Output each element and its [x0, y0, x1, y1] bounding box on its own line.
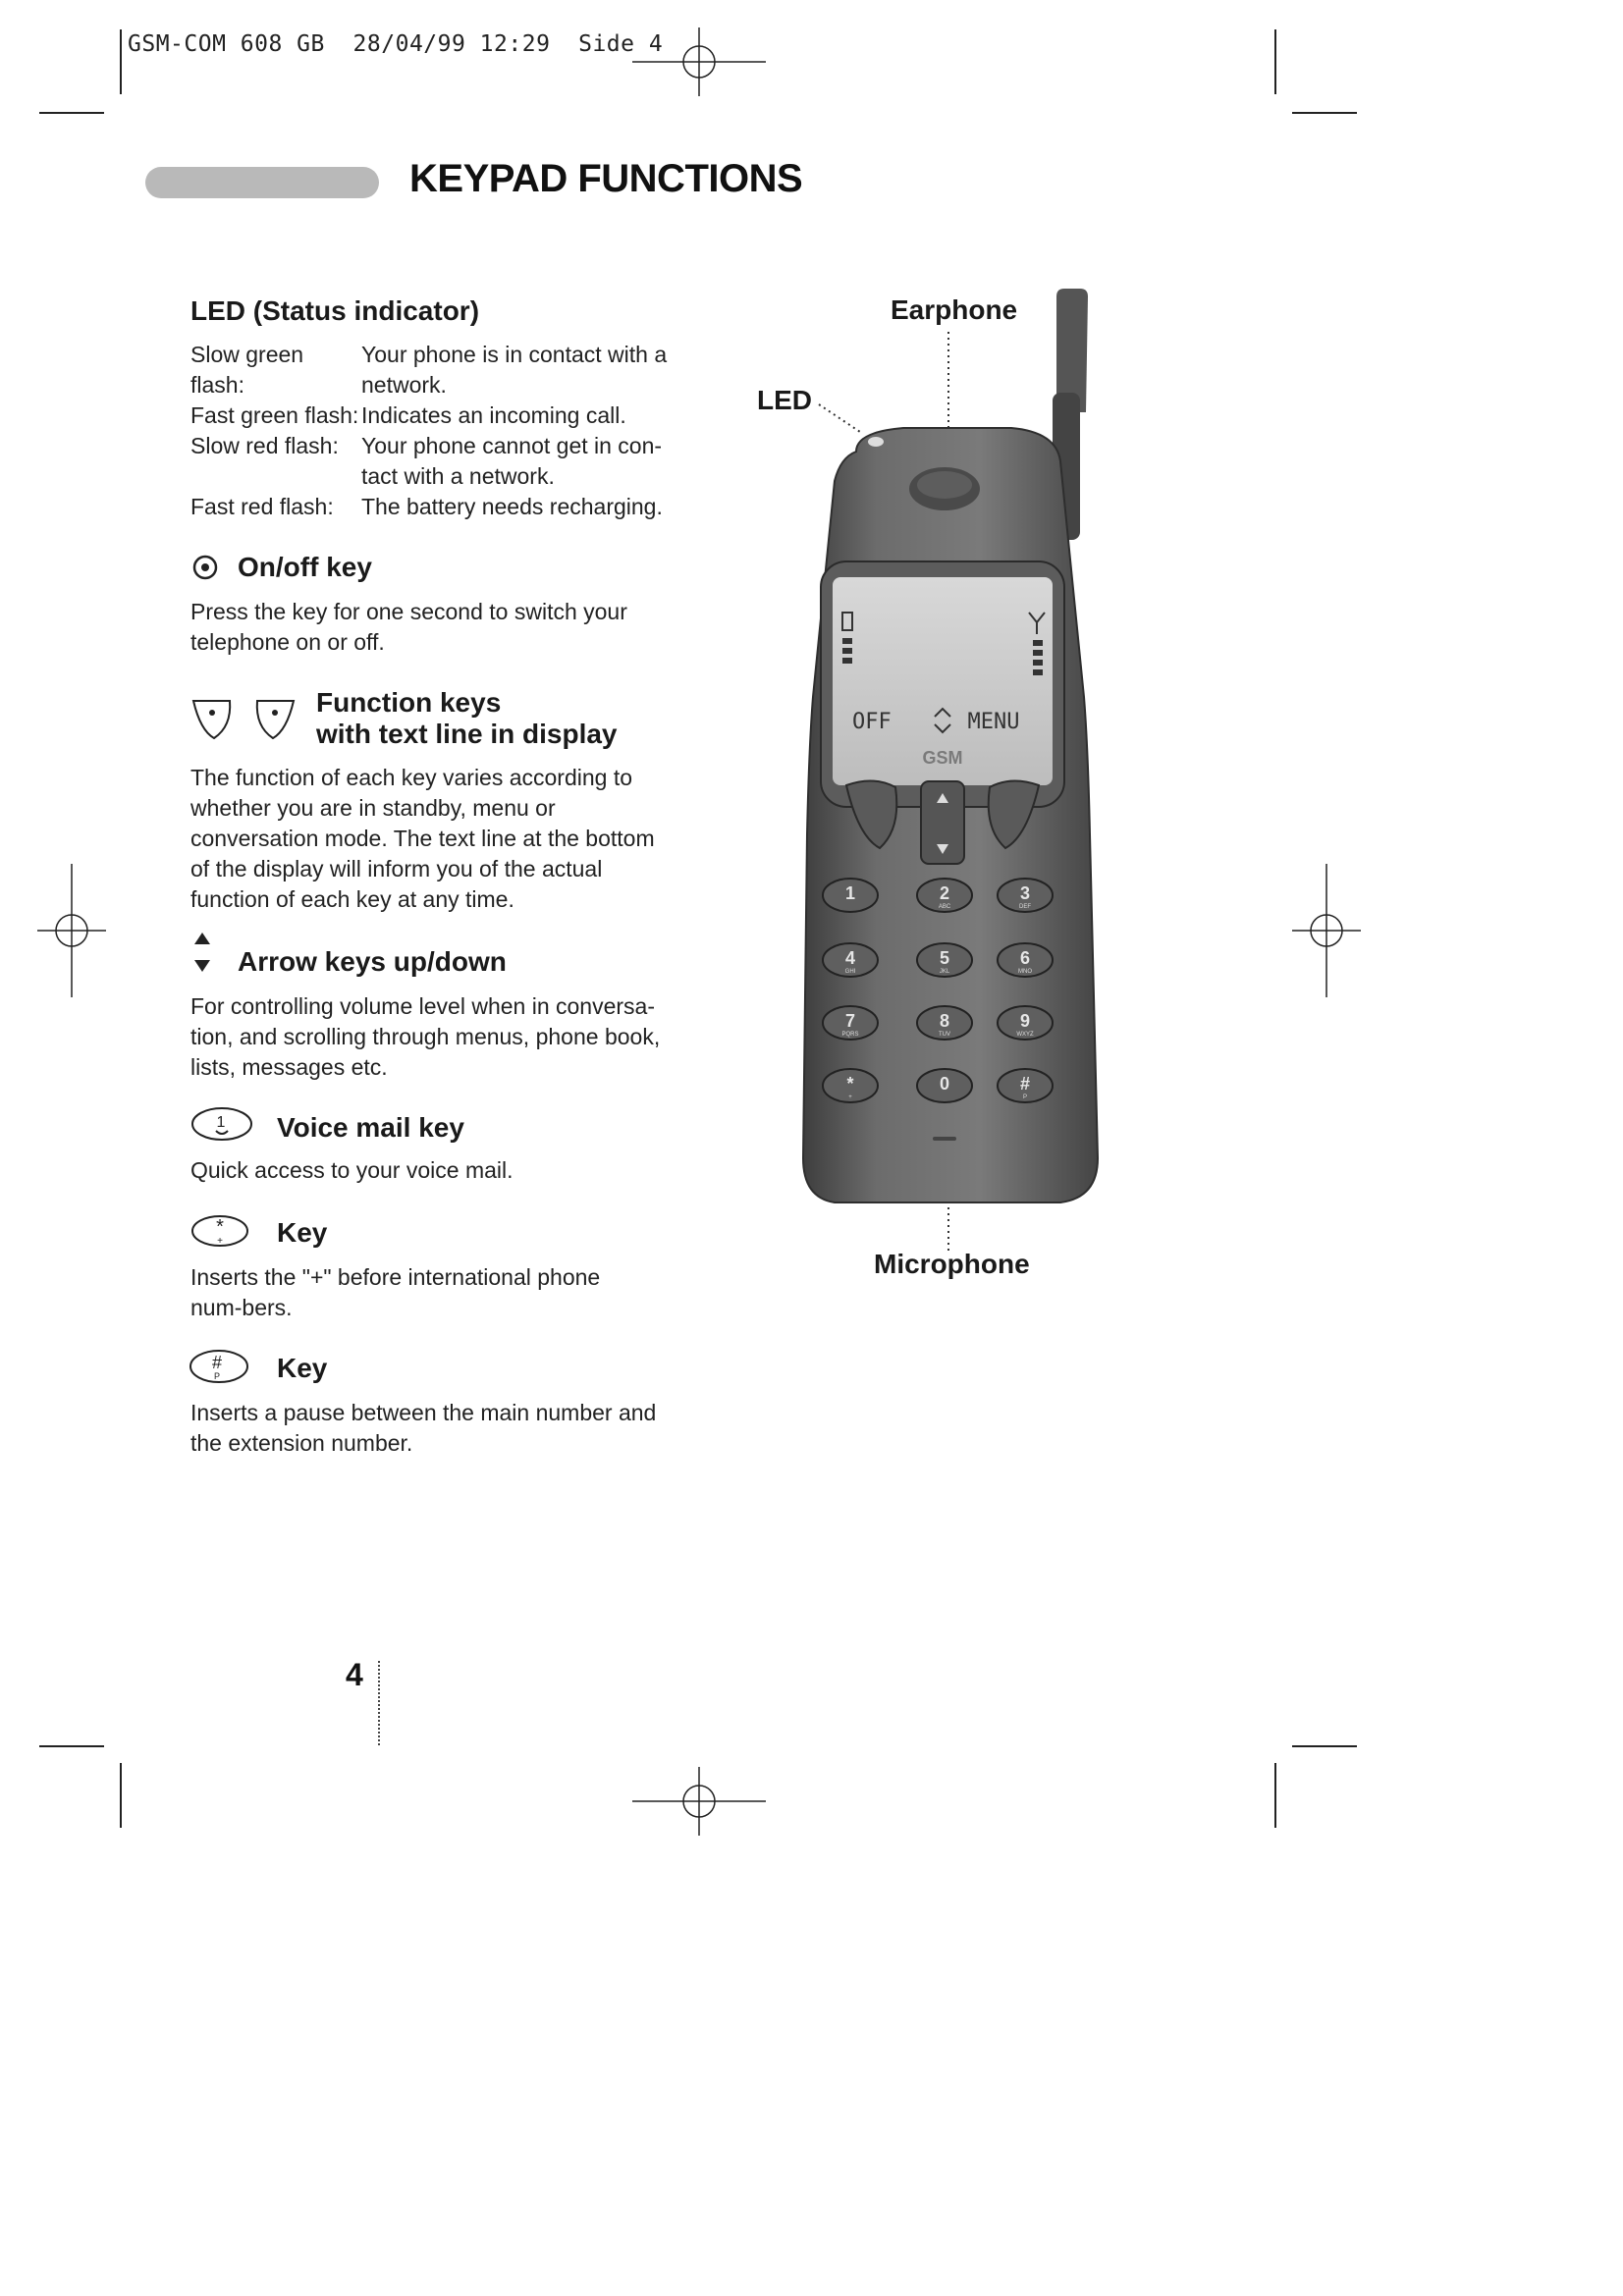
page-number: 4 — [346, 1657, 363, 1692]
phone-key-letters: PQRS — [841, 1032, 859, 1038]
display-softkey-right: MENU — [967, 710, 1020, 734]
hash-key-icon — [189, 1348, 249, 1385]
phone-key-letters: + — [848, 1095, 852, 1100]
phone-key — [998, 943, 1053, 977]
phone-key-digit: * — [846, 1074, 854, 1094]
registration-mark — [632, 27, 766, 96]
star-key-icon — [190, 1213, 249, 1249]
phone-key — [998, 1006, 1053, 1040]
led-desc: The battery needs recharging. — [361, 494, 663, 519]
onoff-heading: On/off key — [238, 552, 372, 582]
led-term: Fast green flash: — [190, 402, 359, 428]
display-softkey-left: OFF — [852, 710, 892, 734]
page-title: KEYPAD FUNCTIONS — [409, 157, 803, 200]
phone-key-digit: 7 — [844, 1011, 856, 1031]
power-key-icon — [192, 555, 218, 580]
arrow-body: For controlling volume level when in conversa-tion, and scrolling through menus, phone book, lists, messages etc. — [190, 993, 661, 1080]
phone-key-digit: 2 — [939, 883, 950, 903]
title-decoration-bar — [145, 167, 379, 198]
led-term: Slow green flash: — [190, 342, 304, 398]
crop-mark — [120, 29, 122, 94]
arrow-heading: Arrow keys up/down — [238, 946, 507, 977]
crop-mark — [39, 112, 104, 114]
led-heading: LED (Status indicator) — [190, 295, 480, 326]
phone-key-letters: WXYZ — [1016, 1032, 1034, 1038]
voicemail-heading: Voice mail key — [277, 1112, 464, 1143]
voicemail-body: Quick access to your voice mail. — [190, 1157, 514, 1183]
crop-mark — [1292, 1745, 1357, 1747]
phone-key-digit: 4 — [844, 948, 856, 968]
phone-key — [917, 1069, 972, 1102]
print-header-stamp: GSM-COM 608 GB 28/04/99 12:29 Side 4 — [128, 31, 664, 57]
function-body: The function of each key varies according to whether you are in standby, menu or conversation mode. The text line at the bottom of the display will inform you of the actual function of each key at any time. — [190, 765, 655, 912]
phone-illustration — [766, 285, 1119, 1266]
phone-key — [823, 943, 878, 977]
led-label: LED — [757, 385, 812, 415]
phone-key-digit: 6 — [1019, 948, 1031, 968]
phone-key — [823, 1006, 878, 1040]
phone-key-letters: DEF — [1019, 904, 1031, 910]
earphone-label: Earphone — [891, 294, 1018, 325]
svg-text:P: P — [213, 1371, 221, 1381]
phone-key — [823, 879, 878, 912]
led-term: Fast red flash: — [190, 494, 334, 519]
phone-key-letters: P — [1022, 1095, 1028, 1100]
phone-key — [917, 879, 972, 912]
voicemail-key-icon — [190, 1105, 253, 1143]
function-heading-line2: with text line in display — [316, 719, 618, 749]
right-softkey-icon — [251, 697, 297, 742]
phone-key — [998, 879, 1053, 912]
crop-mark — [1274, 1763, 1276, 1828]
phone-key-digit: 9 — [1019, 1011, 1031, 1031]
phone-key-letters: JKL — [939, 969, 950, 975]
phone-key-digit: 1 — [844, 883, 856, 903]
phone-key-letters: ABC — [938, 904, 951, 910]
phone-key — [917, 1006, 972, 1040]
phone-key-letters: GHI — [844, 969, 856, 975]
led-term: Slow red flash: — [190, 433, 339, 458]
registration-mark — [37, 864, 106, 997]
crop-mark — [120, 1763, 122, 1828]
svg-text:+: + — [217, 1236, 223, 1247]
phone-key-letters: TUV — [939, 1032, 950, 1038]
registration-mark — [632, 1767, 766, 1836]
phone-key — [998, 1069, 1053, 1102]
microphone-label: Microphone — [874, 1249, 1030, 1279]
phone-key-digit: 3 — [1019, 883, 1031, 903]
svg-text:1: 1 — [216, 1114, 226, 1131]
phone-key-letters: MNO — [1018, 969, 1032, 975]
phone-key — [917, 943, 972, 977]
star-body: Inserts the "+" before international phone num-bers. — [190, 1264, 601, 1320]
onoff-body: Press the key for one second to switch your telephone on or off. — [190, 599, 627, 655]
svg-text:#: # — [211, 1353, 223, 1372]
phone-key-digit: 0 — [939, 1074, 950, 1094]
phone-brand: GSM — [922, 748, 963, 768]
led-row — [190, 400, 674, 431]
hash-heading: Key — [277, 1353, 328, 1383]
led-row — [190, 340, 674, 400]
hash-body: Inserts a pause between the main number and the extension number. — [190, 1400, 657, 1456]
star-heading: Key — [277, 1217, 328, 1248]
arrow-up-down-icon — [192, 931, 212, 976]
led-row — [190, 492, 674, 522]
function-heading-line1: Function keys — [316, 687, 502, 718]
led-desc: Your phone is in contact with a network. — [361, 342, 668, 398]
crop-mark — [1274, 29, 1276, 94]
page-number-rule — [378, 1661, 380, 1745]
phone-key-digit: # — [1019, 1074, 1031, 1094]
phone-key-digit: 5 — [939, 948, 950, 968]
led-desc: Your phone cannot get in con-tact with a network. — [361, 433, 663, 489]
led-row — [190, 431, 674, 492]
phone-key — [823, 1069, 878, 1102]
crop-mark — [39, 1745, 104, 1747]
svg-text:*: * — [216, 1216, 224, 1238]
registration-mark — [1292, 864, 1361, 997]
phone-key-digit: 8 — [939, 1011, 950, 1031]
crop-mark — [1292, 112, 1357, 114]
led-desc: Indicates an incoming call. — [361, 402, 626, 428]
left-softkey-icon — [190, 697, 236, 742]
